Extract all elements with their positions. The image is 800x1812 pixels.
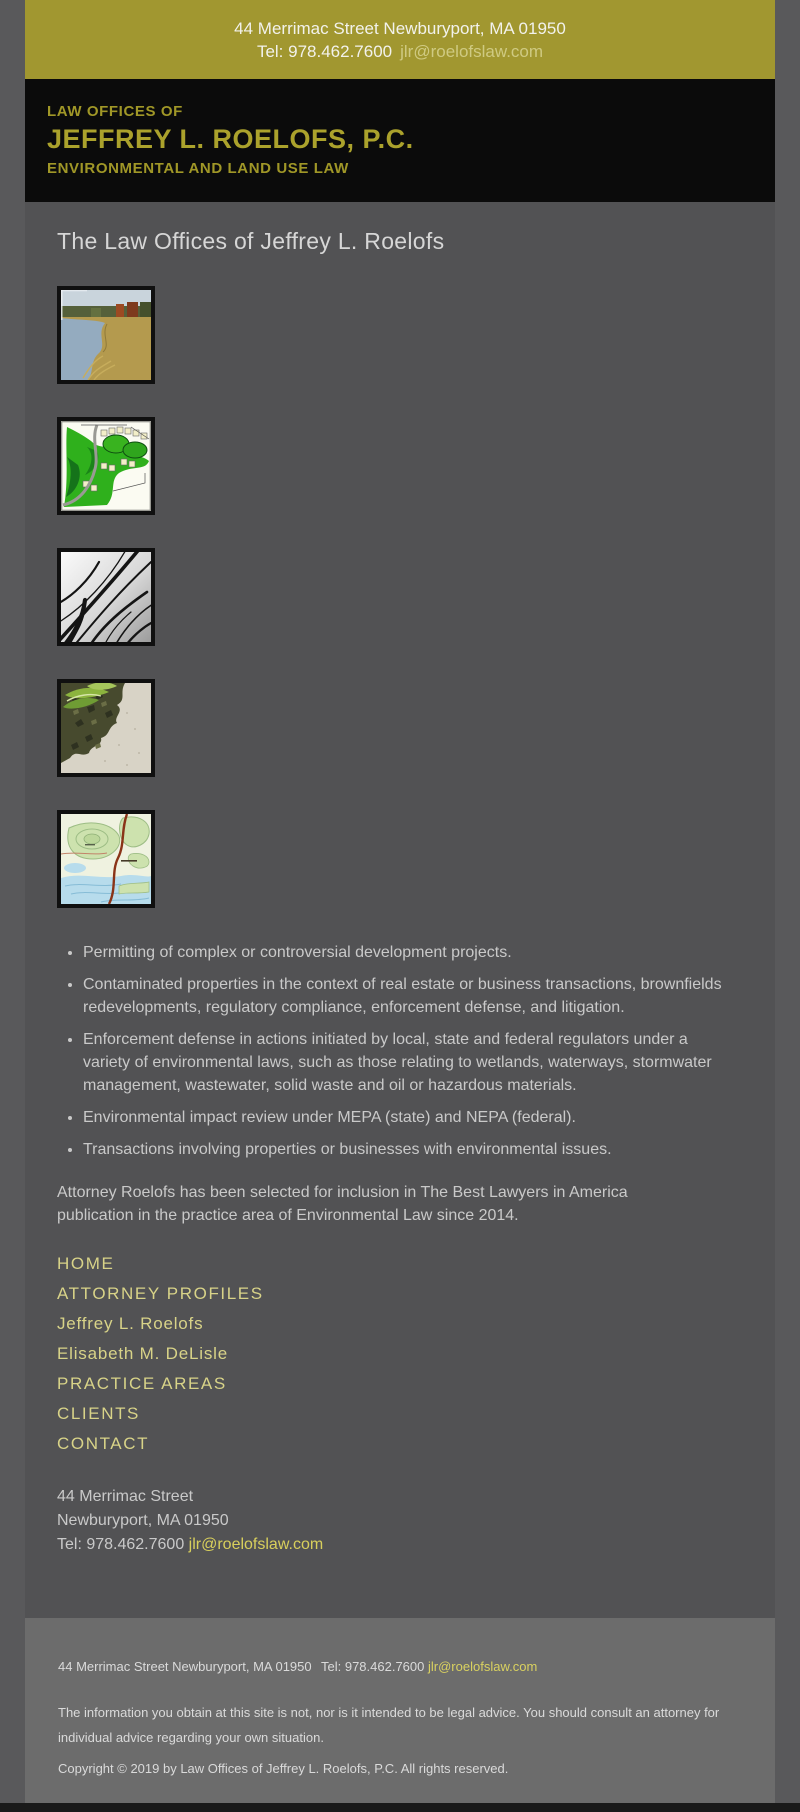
site-masthead (25, 79, 775, 202)
top-contact-bar (25, 0, 775, 79)
footer-email-link[interactable]: jlr@roelofslaw.com (428, 1659, 538, 1674)
email-link[interactable]: jlr@roelofslaw.com (188, 1536, 324, 1553)
bullet-item: • Contaminated properties in the context of real estate or business transactions, brownfields redevelopments, regulatory compliance, enforcement defense, and litigation. (83, 973, 737, 1019)
grass-silhouette-image (61, 552, 151, 642)
site-nav (57, 1251, 755, 1461)
site-footer (25, 1618, 775, 1803)
nav-link-practice-areas[interactable]: PRACTICE AREAS (57, 1374, 227, 1393)
footer-copyright: Copyright © 2019 by Law Offices of Jeffrey L. Roelofs, P.C. All rights reserved. (58, 1761, 509, 1776)
footer-disclaimer: The information you obtain at this site is not, nor is it intended to be legal advice. You should consult an attorney for individual advice regarding your own situation. (58, 1705, 720, 1745)
contact-address-block (57, 1485, 755, 1557)
nav-link-home[interactable]: HOME (57, 1254, 115, 1273)
bullet-item: • Permitting of complex or controversial development projects. (83, 941, 737, 964)
nav-link-jeffrey-roelofs[interactable]: Jeffrey L. Roelofs (57, 1314, 204, 1333)
topbar-email-link[interactable]: jlr@roelofslaw.com (400, 42, 544, 61)
seaweed-on-sand-photo (57, 679, 155, 777)
bullet-item: • Transactions involving properties or businesses with environmental issues. (83, 1138, 737, 1161)
site-plan-image (61, 421, 151, 511)
nav-link-elisabeth-delisle[interactable]: Elisabeth M. DeLisle (57, 1344, 228, 1363)
address-line2: Newburyport, MA 01950 (57, 1512, 229, 1529)
thumbnail-column (57, 286, 755, 908)
best-lawyers-paragraph: Attorney Roelofs has been selected for inclusion in The Best Lawyers in America publication in the practice area of Environmental Law since 2014. (57, 1184, 628, 1224)
practice-bullet-list (65, 941, 737, 1161)
bullet-item: • Enforcement defense in actions initiated by local, state and federal regulators under a variety of environmental laws, such as those relating to wetlands, waterways, stormwater management, wastewater, solid waste and oil or hazardous materials. (83, 1028, 737, 1097)
masthead-tagline: ENVIRONMENTAL AND LAND USE LAW (47, 160, 349, 177)
nav-link-clients[interactable]: CLIENTS (57, 1404, 140, 1423)
page-title: The Law Offices of Jeffrey L. Roelofs (57, 228, 445, 254)
salt-marsh-river-image (61, 290, 151, 380)
topographic-map-image (61, 814, 151, 904)
address-line1: 44 Merrimac Street (57, 1488, 194, 1505)
bottom-black-strip (0, 1803, 800, 1812)
footer-address: 44 Merrimac Street Newburyport, MA 01950 (58, 1659, 312, 1674)
salt-marsh-river-photo (57, 286, 155, 384)
phone-number: Tel: 978.462.7600 (57, 1536, 185, 1553)
nav-link-contact[interactable]: CONTACT (57, 1434, 150, 1453)
masthead-line1: LAW OFFICES OF (47, 103, 183, 120)
nav-link-attorney-profiles[interactable]: ATTORNEY PROFILES (57, 1284, 264, 1303)
footer-contact-line (58, 1658, 755, 1676)
footer-phone: Tel: 978.462.7600 (321, 1659, 425, 1674)
masthead-firm-name: JEFFREY L. ROELOFS, P.C. (47, 124, 414, 154)
seaweed-sand-image (61, 683, 151, 773)
topbar-address: 44 Merrimac Street Newburyport, MA 01950 (234, 19, 566, 38)
grass-silhouette-photo (57, 548, 155, 646)
page-wrapper (25, 0, 775, 1803)
topbar-contact-line (25, 40, 775, 63)
topographic-map (57, 810, 155, 908)
topbar-phone: Tel: 978.462.7600 (256, 42, 393, 61)
bullet-item: • Environmental impact review under MEPA (state) and NEPA (federal). (83, 1106, 737, 1129)
address-tel-line (57, 1533, 755, 1557)
main-content (25, 202, 775, 1618)
site-plan-map (57, 417, 155, 515)
